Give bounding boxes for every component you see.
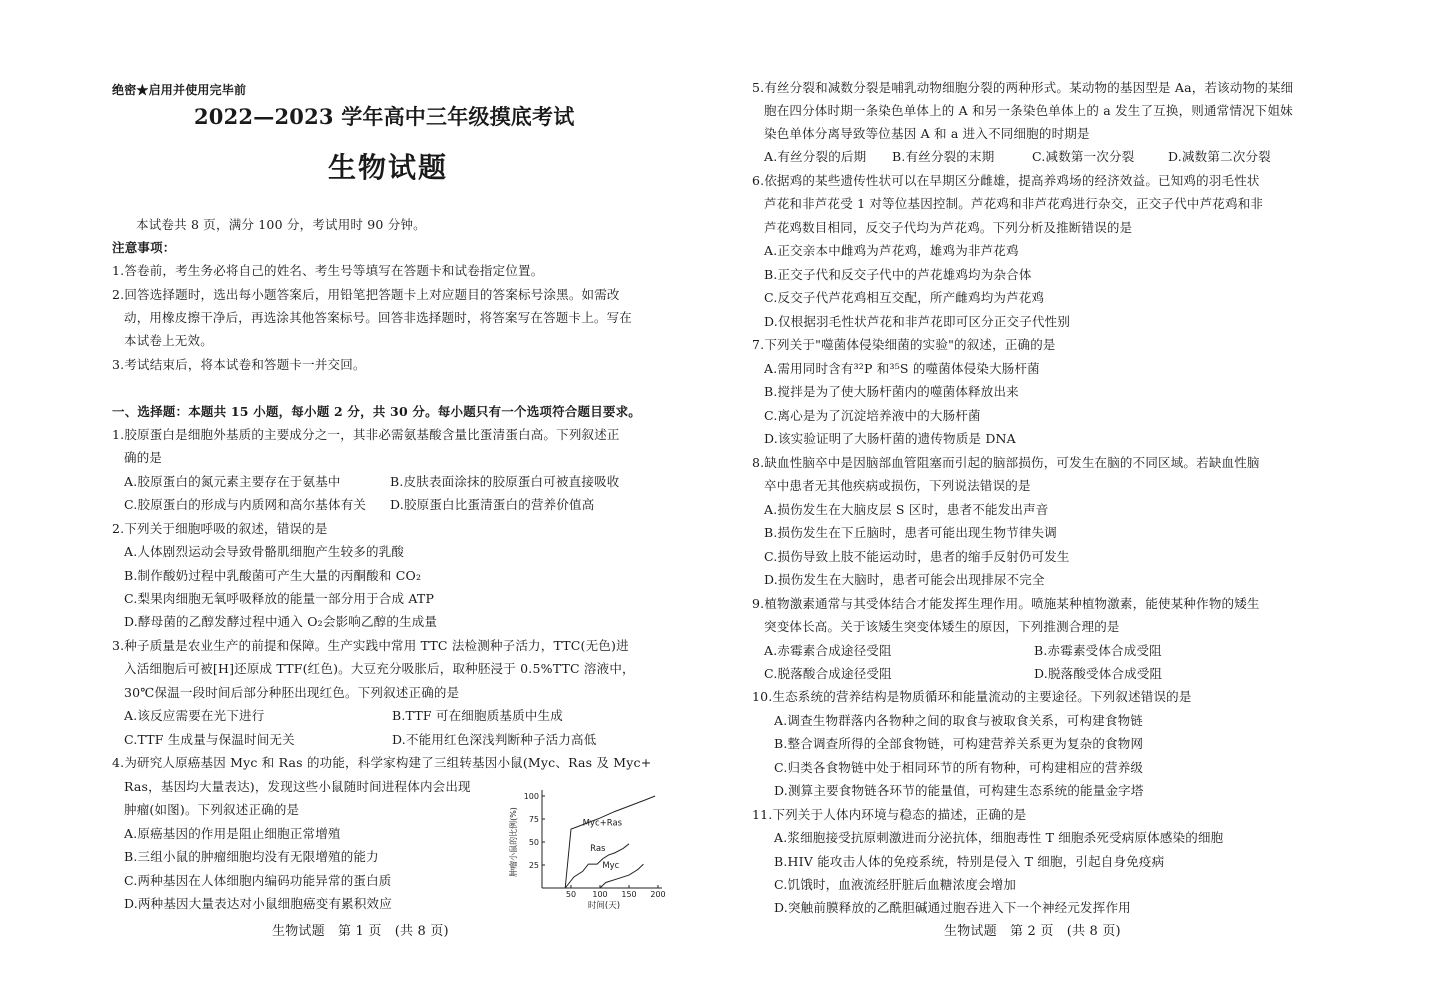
question-4-option-b: B.三组小鼠的肿瘤细胞均没有无限增殖的能力: [124, 849, 379, 864]
question-5-option-d: D.减数第二次分裂: [1168, 149, 1271, 164]
question-6-option-d: D.仅根据羽毛性状芦花和非芦花即可区分正交子代性别: [764, 314, 1071, 329]
question-5-stem-cont: 染色单体分离导致等位基因 A 和 a 进入不同细胞的时期是: [764, 126, 1090, 141]
question-4-option-c: C.两种基因在人体细胞内编码功能异常的蛋白质: [124, 873, 392, 888]
question-5-option-a: A.有丝分裂的后期: [764, 149, 867, 164]
y-axis-label: 肿瘤小鼠的比例(%): [509, 807, 518, 877]
question-3-option-b: B.TTF 可在细胞质基质中生成: [392, 708, 563, 723]
question-9-option-d: D.脱落酸受体合成受阻: [1034, 666, 1163, 681]
subject-title: 生物试题: [328, 151, 449, 184]
question-1-option-d: D.胶原蛋白比蛋清蛋白的营养价值高: [390, 497, 595, 512]
x-tick-label: 150: [621, 890, 637, 899]
question-6-stem-cont: 芦花鸡数目相同，反交子代均为芦花鸡。下列分析及推断错误的是: [764, 220, 1133, 235]
question-1-option-c: C.胶原蛋白的形成与内质网和高尔基体有关: [124, 497, 367, 512]
question-10-option-d: D.测算主要食物链各环节的能量值，可构建生态系统的能量金字塔: [774, 783, 1144, 798]
question-6-option-c: C.反交子代芦花鸡相互交配，所产雌鸡均为芦花鸡: [764, 290, 1045, 305]
question-10-option-b: B.整合调查所得的全部食物链，可构建营养关系更为复杂的食物网: [774, 736, 1144, 751]
legend-entry: Myc: [602, 860, 620, 871]
question-11-stem: 11.下列关于人体内环境与稳态的描述，正确的是: [752, 807, 1027, 822]
question-9-option-a: A.赤霉素合成途径受阻: [764, 643, 892, 658]
x-tick-label: 50: [565, 890, 577, 899]
x-axis-label: 时间(天): [587, 901, 621, 910]
question-9-stem-cont: 突变体长高。关于该矮生突变体矮生的原因，下列推测合理的是: [764, 619, 1120, 634]
question-8-option-d: D.损伤发生在大脑时，患者可能会出现排尿不完全: [764, 572, 1045, 587]
question-1-stem-cont: 确的是: [124, 450, 163, 465]
question-4-stem-cont: 肿瘤(如图)。下列叙述正确的是: [124, 802, 300, 817]
question-5-option-c: C.减数第一次分裂: [1032, 149, 1135, 164]
right-page: [718, 0, 1436, 1001]
question-10-stem: 10.生态系统的营养结构是物质循环和能量流动的主要途径。下列叙述错误的是: [752, 689, 1192, 704]
question-3-option-d: D.不能用红色深浅判断种子活力高低: [392, 732, 597, 747]
exam-intro: 本试卷共 8 页，满分 100 分，考试用时 90 分钟。: [136, 217, 426, 232]
exam-title: 2022—2023 学年高中三年级摸底考试: [194, 104, 575, 129]
question-3-option-c: C.TTF 生成量与保温时间无关: [124, 732, 295, 747]
question-2-stem: 2.下列关于细胞呼吸的叙述，错误的是: [112, 521, 328, 536]
confidential-label: 绝密★启用并使用完毕前: [112, 83, 247, 97]
question-11-option-a: A.浆细胞接受抗原刺激进而分泌抗体，细胞毒性 T 细胞杀死受病原体感染的细胞: [774, 830, 1224, 845]
question-3-option-a: A.该反应需要在光下进行: [124, 708, 265, 723]
question-10-option-a: A.调查生物群落内各物种之间的取食与被取食关系，可构建食物链: [774, 713, 1144, 728]
notice-item: 2.回答选择题时，选出每小题答案后，用铅笔把答题卡上对应题目的答案标号涂黑。如需改: [112, 287, 620, 302]
y-tick-label: 50: [528, 838, 539, 847]
question-4-stem-cont: Ras，基因均大量表达)，发现这些小鼠随时间进程体内会出现: [124, 779, 471, 794]
y-tick-label: 100: [523, 792, 539, 801]
question-2-option-c: C.梨果肉细胞无氧呼吸释放的能量一部分用于合成 ATP: [124, 591, 435, 606]
question-3-stem: 3.种子质量是农业生产的前提和保障。生产实践中常用 TTC 法检测种子活力，TTC(无色)进: [112, 638, 629, 653]
question-5-stem: 5.有丝分裂和减数分裂是哺乳动物细胞分裂的两种形式。某动物的基因型是 Aa，若该动物的某细: [752, 80, 1294, 95]
x-tick-label: 200: [650, 890, 666, 899]
question-7-option-d: D.该实验证明了大肠杆菌的遗传物质是 DNA: [764, 431, 1016, 446]
question-5-option-b: B.有丝分裂的末期: [892, 149, 995, 164]
page-footer: 生物试题 第 2 页 (共 8 页): [944, 924, 1121, 939]
question-6-option-b: B.正交子代和反交子代中的芦花雄鸡均为杂合体: [764, 267, 1032, 282]
question-11-option-d: D.突触前膜释放的乙酰胆碱通过胞吞进入下一个神经元发挥作用: [774, 900, 1131, 915]
question-3-stem-cont: 入活细胞后可被[H]还原成 TTF(红色)。大豆充分吸胀后，取种胚浸于 0.5%TTC 溶液中，: [124, 661, 635, 676]
question-5-stem-cont: 胞在四分体时期一条染色单体上的 A 和另一条染色单体上的 a 发生了互换，则通常情况下姐妹: [764, 103, 1293, 118]
x-tick-label: 100: [592, 890, 608, 899]
legend-entry: Ras: [590, 844, 606, 855]
question-3-stem-cont: 30℃保温一段时间后部分种胚出现红色。下列叙述正确的是: [124, 685, 460, 700]
notice-item: 3.考试结束后，将本试卷和答题卡一并交回。: [112, 357, 366, 372]
question-9-stem: 9.植物激素通常与其受体结合才能发挥生理作用。喷施某种植物激素，能使某种作物的矮生: [752, 596, 1260, 611]
question-8-option-a: A.损伤发生在大脑皮层 S 区时，患者不能发出声音: [764, 502, 1049, 517]
question-10-option-c: C.归类各食物链中处于相同环节的所有物种，可构建相应的营养级: [774, 760, 1144, 775]
question-4-option-d: D.两种基因大量表达对小鼠细胞癌变有累积效应: [124, 896, 392, 911]
question-2-option-b: B.制作酸奶过程中乳酸菌可产生大量的丙酮酸和 CO₂: [124, 568, 422, 583]
question-8-option-b: B.损伤发生在下丘脑时，患者可能出现生物节律失调: [764, 525, 1057, 540]
question-1-stem: 1.胶原蛋白是细胞外基质的主要成分之一，其非必需氨基酸含量比蛋清蛋白高。下列叙述正: [112, 427, 620, 442]
notice-heading: 注意事项：: [112, 240, 176, 255]
question-11-option-c: C.饥饿时，血液流经肝脏后血糖浓度会增加: [774, 877, 1017, 892]
question-8-stem: 8.缺血性脑卒中是因脑部血管阻塞而引起的脑部损伤，可发生在脑的不同区域。若缺血性脑: [752, 455, 1260, 470]
question-6-stem-cont: 芦花和非芦花受 1 对等位基因控制。芦花鸡和非芦花鸡进行杂交，正交子代中芦花鸡和非: [764, 196, 1264, 211]
notice-item-cont: 本试卷上无效。: [124, 333, 213, 348]
tumor-chart: [478, 784, 668, 910]
question-6-stem: 6.依据鸡的某些遗传性状可以在早期区分雌雄，提高养鸡场的经济效益。已知鸡的羽毛性状: [752, 173, 1260, 188]
question-8-option-c: C.损伤导致上肢不能运动时，患者的缩手反射仍可发生: [764, 549, 1070, 564]
legend-entry: Myc+Ras: [582, 818, 623, 829]
question-4-stem: 4.为研究人原癌基因 Myc 和 Ras 的功能，科学家构建了三组转基因小鼠(Myc、Ras 及 Myc+: [112, 755, 652, 770]
question-7-option-a: A.需用同时含有³²P 和³⁵S 的噬菌体侵染大肠杆菌: [764, 361, 1040, 376]
question-7-stem: 7.下列关于"噬菌体侵染细菌的实验"的叙述，正确的是: [752, 337, 1056, 352]
section-heading: 一、选择题：本题共 15 小题，每小题 2 分，共 30 分。每小题只有一个选项符合题目要求。: [112, 404, 641, 419]
question-7-option-b: B.搅拌是为了使大肠杆菌内的噬菌体释放出来: [764, 384, 1019, 399]
question-1-option-a: A.胶原蛋白的氮元素主要存在于氨基中: [124, 474, 341, 489]
question-9-option-c: C.脱落酸合成途径受阻: [764, 666, 892, 681]
question-7-option-c: C.离心是为了沉淀培养液中的大肠杆菌: [764, 408, 981, 423]
notice-item: 1.答卷前，考生务必将自己的姓名、考生号等填写在答题卡和试卷指定位置。: [112, 263, 544, 278]
notice-item-cont: 动，用橡皮擦干净后，再选涂其他答案标号。回答非选择题时，将答案写在答题卡上。写在: [124, 310, 633, 325]
page-footer: 生物试题 第 1 页 (共 8 页): [272, 924, 449, 939]
y-tick-label: 25: [528, 861, 539, 870]
y-tick-label: 75: [528, 815, 539, 824]
question-2-option-d: D.酵母菌的乙醇发酵过程中通入 O₂会影响乙醇的生成量: [124, 614, 438, 629]
left-page: [0, 0, 718, 1001]
question-8-stem-cont: 卒中患者无其他疾病或损伤，下列说法错误的是: [764, 478, 1031, 493]
question-9-option-b: B.赤霉素受体合成受阻: [1034, 643, 1162, 658]
question-6-option-a: A.正交亲本中雌鸡为芦花鸡，雄鸡为非芦花鸡: [764, 243, 1019, 258]
question-11-option-b: B.HIV 能攻击人体的免疫系统，特别是侵入 T 细胞，引起自身免疫病: [774, 854, 1165, 869]
question-2-option-a: A.人体剧烈运动会导致骨骼肌细胞产生较多的乳酸: [124, 544, 405, 559]
question-1-option-b: B.皮肤表面涂抹的胶原蛋白可被直接吸收: [390, 474, 620, 489]
question-4-option-a: A.原癌基因的作用是阻止细胞正常增殖: [124, 826, 341, 841]
